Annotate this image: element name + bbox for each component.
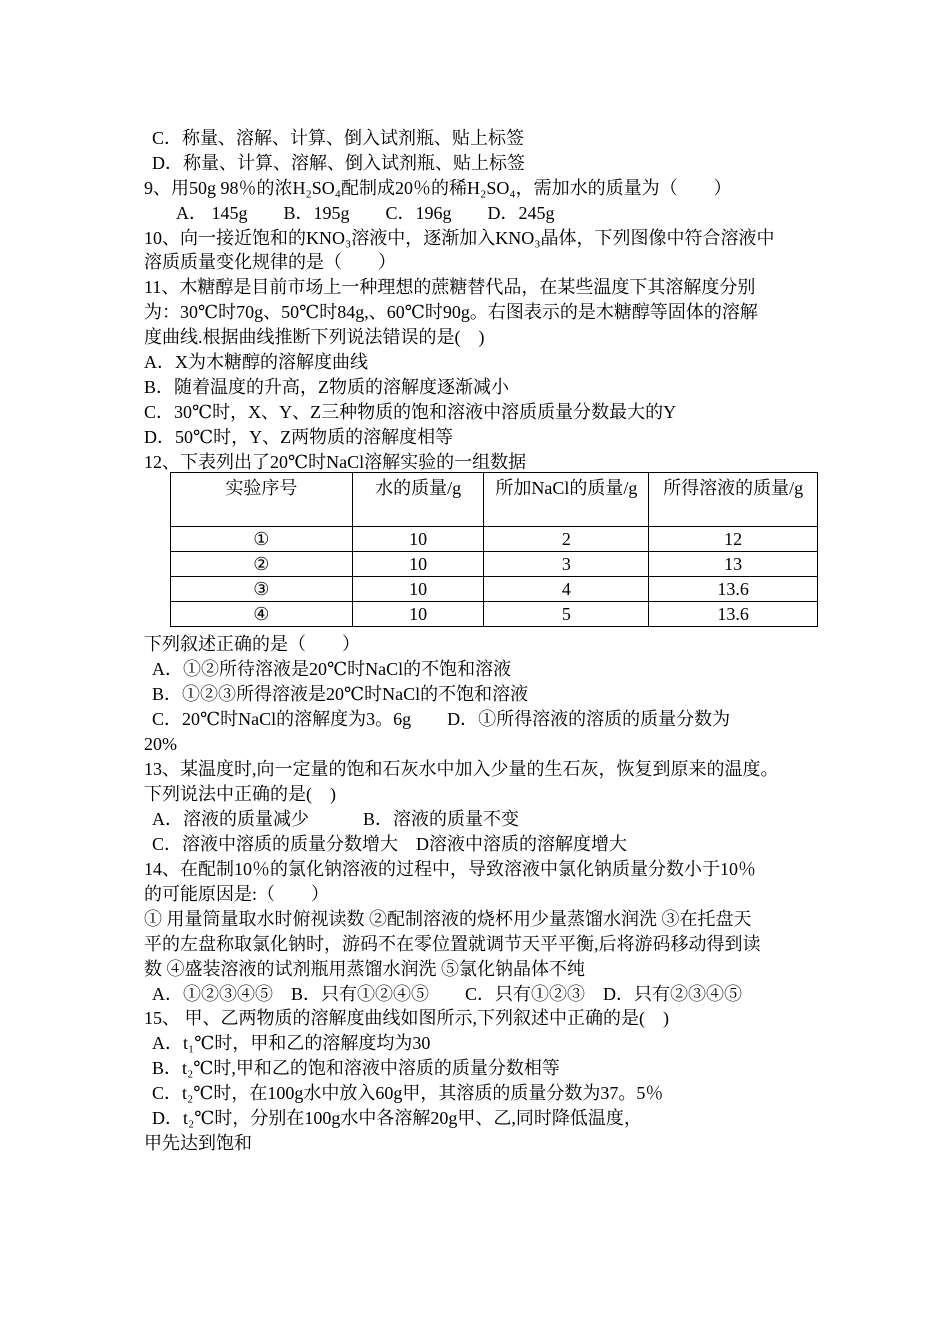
table-cell: 12 [649,527,818,552]
q12-stem: 12、下表列出了20℃时NaCl溶解实验的一组数据 [144,452,527,472]
q15-option-a: A．t₁℃时，甲和乙的溶解度均为30 [152,1033,431,1053]
q15-option-d-cont: 甲先达到饱和 [144,1133,252,1153]
table-cell: 13 [649,552,818,577]
q15-stem: 15、 甲、乙两物质的溶解度曲线如图所示,下列叙述中正确的是( ) [144,1008,669,1028]
table-cell: 5 [484,602,649,627]
header-cell: 水的质量/g [352,473,484,527]
q15-option-d: D．t₂℃时，分别在100g水中各溶解20g甲、乙,同时降低温度， [152,1108,642,1128]
q8-option-d: D．称量、计算、溶解、倒入试剂瓶、贴上标签 [152,153,525,173]
table-row [171,602,818,627]
q11-stem-line2: 为：30℃时70g、50℃时84g,、60℃时90g。右图表示的是木糖醇等固体的溶解 [144,302,758,322]
q9-options: A． 145g B．195g C．196g D．245g [176,203,555,223]
table-cell: 4 [484,577,649,602]
table-cell: 10 [352,602,484,627]
table-cell: ① [171,527,353,552]
q14-list-line1: ① 用量筒量取水时俯视读数 ②配制溶液的烧杯用少量蒸馏水润洗 ③在托盘天 [144,909,752,929]
q13-options-ab: A．溶液的质量减少 B．溶液的质量不变 [152,809,520,829]
table-cell: 13.6 [649,577,818,602]
q11-option-c: C．30℃时，X、Y、Z三种物质的饱和溶液中溶质质量分数最大的Y [144,402,677,422]
q11-option-a: A．X为木糖醇的溶解度曲线 [144,352,368,372]
table-cell: ② [171,552,353,577]
header-cell: 实验序号 [171,473,353,527]
table-row [171,527,818,552]
header-cell: 所加NaCl的质量/g [484,473,649,527]
table-cell: 3 [484,552,649,577]
q10-stem-line1: 10、向一接近饱和的KNO₃溶液中，逐渐加入KNO₃晶体，下列图像中符合溶液中 [144,228,775,248]
table-cell: 10 [352,577,484,602]
q14-stem-line1: 14、在配制10％的氯化钠溶液的过程中，导致溶液中氯化钠质量分数小于10％ [144,859,756,879]
q8-option-c: C．称量、溶解、计算、倒入试剂瓶、贴上标签 [152,128,525,148]
q12-prompt: 下列叙述正确的是（ ） [144,634,360,654]
table-cell: ③ [171,577,353,602]
table-row [171,577,818,602]
q12-option-b: B．①②③所得溶液是20℃时NaCl的不饱和溶液 [152,684,529,704]
q13-stem-line1: 13、某温度时,向一定量的饱和石灰水中加入少量的生石灰，恢复到原来的温度。 [144,759,779,779]
nacl-data-table [170,472,818,627]
q12-option-d-cont: 20% [144,734,177,754]
q11-option-b: B．随着温度的升高，Z物质的溶解度逐渐减小 [144,377,509,397]
table-cell: 2 [484,527,649,552]
q9-stem: 9、用50g 98％的浓H₂SO₄配制成20％的稀H₂SO₄，需加水的质量为（ ） [144,178,732,198]
q12-option-cd: C．20℃时NaCl的溶解度为3。6g D．①所得溶液的溶质的质量分数为 [152,709,731,729]
q11-stem-line3: 度曲线.根据曲线推断下列说法错误的是( ) [144,327,485,347]
q13-options-cd: C．溶液中溶质的质量分数增大 D溶液中溶质的溶解度增大 [152,834,628,854]
table-cell: 10 [352,552,484,577]
q12-option-a: A．①②所待溶液是20℃时NaCl的不饱和溶液 [152,659,512,679]
table-cell: 10 [352,527,484,552]
q10-stem-line2: 溶质质量变化规律的是（ ） [144,252,396,272]
q11-option-d: D．50℃时，Y、Z两物质的溶解度相等 [144,427,454,447]
header-cell: 所得溶液的质量/g [649,473,818,527]
table-row [171,552,818,577]
q15-option-c: C．t₂℃时，在100g水中放入60g甲，其溶质的质量分数为37。5％ [152,1083,664,1103]
q14-stem-line2: 的可能原因是:（ ） [144,884,329,904]
q14-list-line2: 平的左盘称取氯化钠时，游码不在零位置就调节天平平衡,后将游码移动得到读 [144,934,761,954]
q11-stem-line1: 11、木糖醇是目前市场上一种理想的蔗糖替代品，在某些温度下其溶解度分别 [144,277,756,297]
table-cell: 13.6 [649,602,818,627]
q13-stem-line2: 下列说法中正确的是( ) [144,784,336,804]
table-cell: ④ [171,602,353,627]
q15-option-b: B．t₂℃时,甲和乙的饱和溶液中溶质的质量分数相等 [152,1058,560,1078]
table-header-row [171,473,818,527]
q14-options: A．①②③④⑤ B．只有①②④⑤ C．只有①②③ D．只有②③④⑤ [152,984,743,1004]
q14-list-line3: 数 ④盛装溶液的试剂瓶用蒸馏水润洗 ⑤氯化钠晶体不纯 [144,959,585,979]
